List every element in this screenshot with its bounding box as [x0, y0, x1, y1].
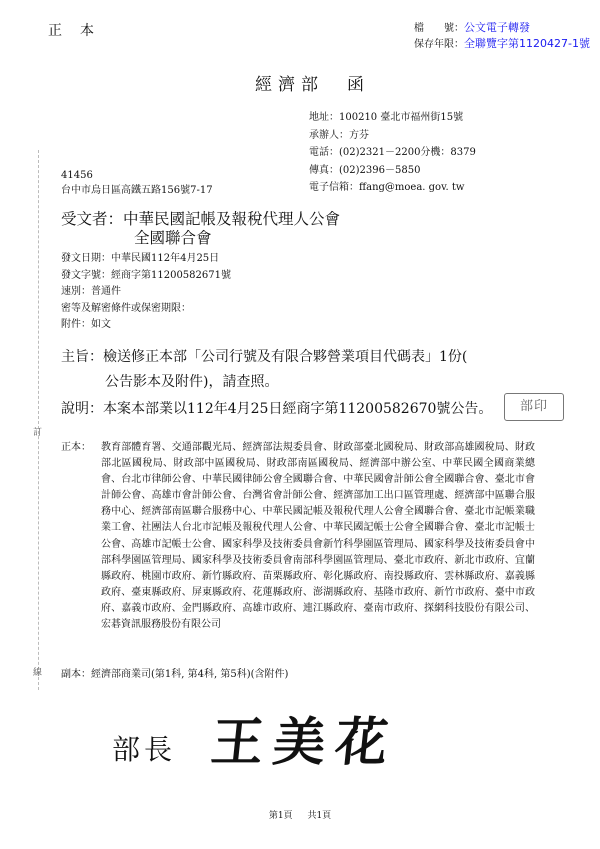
recipients-list [61, 440, 535, 633]
page-total: 共1頁 [307, 811, 332, 821]
copy-type-label: 正 本 [48, 23, 96, 39]
fax: 傳真：(02)2396－5850 [309, 164, 421, 176]
recipient-block [61, 210, 340, 248]
issue-number: 發文字號：經商字第11200582671號 [61, 269, 231, 281]
recipient-line-2: 全國聯合會 [134, 229, 212, 247]
binding-mark-2: 線 [33, 668, 43, 678]
recipient-line-1: 受文者：中華民國記帳及報稅代理人公會 [61, 210, 341, 228]
recipient-address [61, 168, 213, 198]
retention-value: 全聯覽字第1120427-1號 [464, 37, 590, 50]
archive-value: 公文電子轉發 [464, 21, 530, 34]
archive-label: 檔 號： [414, 23, 464, 34]
phone: 電話：(02)2321－2200分機：8379 [309, 147, 476, 158]
email: 電子信箱：ffang@moea. gov. tw [309, 182, 465, 193]
subject-line-2: 公告影本及附件)，請查照。 [105, 374, 279, 390]
subject-block [61, 345, 467, 395]
sender-address: 地址：100210 臺北市福州街15號 [309, 112, 464, 123]
recipients-label: 正本： [61, 442, 91, 453]
page-footer [0, 808, 600, 821]
binding-line [38, 150, 39, 690]
binding-mark-1: 訂 [33, 428, 43, 438]
carbon-copy: 副本：經濟部商業司(第1科, 第4科, 第5科)(含附件) [61, 669, 289, 680]
signature-name: 王美花 [208, 712, 401, 773]
signature-title: 部長 [112, 733, 177, 766]
explanation: 說明：本案本部業以112年4月25日經商字第11200582670號公告。 [61, 401, 493, 417]
archive-stamp [412, 20, 590, 52]
delivery-speed: 速別：普通件 [61, 286, 121, 297]
postal-code: 41456 [61, 170, 93, 181]
document-title: 經濟部 函 [255, 75, 370, 95]
recipients-text: 教育部體育署、交通部觀光局、經濟部法規委員會、財政部臺北國稅局、財政部高雄國稅局、財政部北區國稅局、財政部中區國稅局、財政部南區國稅局、經濟部中辦公室、中華民國全國商業總會、台北市律師公會、中華民國律師公會全國聯合會、中華民國會計師公會全國聯合會、臺北市會計師公會、高雄市會計師公會、台灣省會計師公會、經濟部加工出口區管理處、經濟部中區聯合服務中心、經濟部南區聯合服務中心、中華民國記帳及報稅代理人公會全國聯合會、臺北市記帳業職業工會、社團法人台北市記帳及報稅代理人公會、中華民國記帳士公會全國聯合會、臺北市記帳士公會、高雄市記帳士公會、國家科學及技術委員會新竹科學園區管理局、國家科學及技術委員會中部科學園區管理局、國家科學及技術委員會南部科學園區管理局、臺北市政府、新北市政府、宜蘭縣政府、桃園市政府、新竹縣政府、苗栗縣政府、彰化縣政府、南投縣政府、雲林縣政府、嘉義縣政府、臺東縣政府、屏東縣政府、花蓮縣政府、澎湖縣政府、基隆市政府、新竹市政府、臺中市政府、嘉義市政府、金門縣政府、高雄市政府、連江縣政府、臺南市政府、探網科技股份有限公司、宏碁資訊服務股份有限公司 [101, 442, 535, 631]
document-meta [61, 251, 231, 334]
ministry-seal: 部印 [504, 393, 564, 421]
page-number: 第1頁 [268, 811, 293, 821]
retention-label: 保存年限： [414, 39, 464, 50]
street-address: 台中市烏日區高鐵五路156號7-17 [61, 185, 213, 196]
issue-date: 發文日期：中華民國112年4月25日 [61, 253, 220, 264]
security-level: 密等及解密條件或保密期限： [61, 302, 191, 314]
attachment: 附件：如文 [61, 319, 111, 330]
contact-block [309, 109, 476, 197]
handler: 承辦人：方芬 [309, 129, 369, 141]
subject-line-1: 主旨：檢送修正本部「公司行號及有限合夥營業項目代碼表」1份( [61, 349, 468, 365]
